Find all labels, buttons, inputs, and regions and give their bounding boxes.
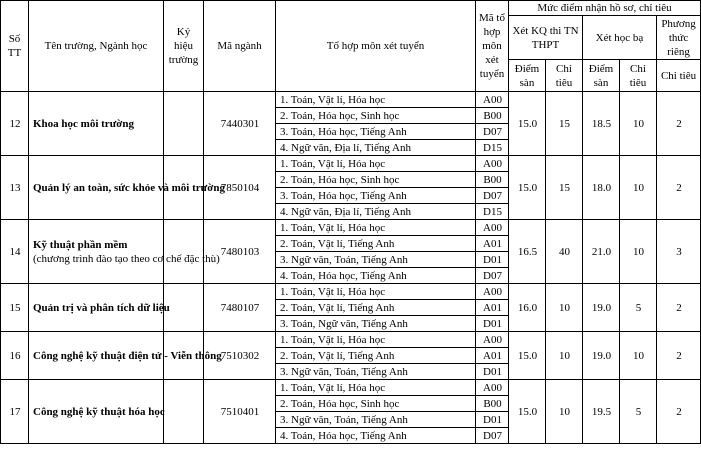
stt-cell: 15 bbox=[1, 284, 29, 332]
combo-subjects: 2. Toán, Vật lí, Tiếng Anh bbox=[276, 300, 476, 316]
transcript-floor-cell: 21.0 bbox=[583, 220, 620, 284]
separate-quota-cell: 3 bbox=[657, 220, 701, 284]
major-name: Khoa học môi trường bbox=[33, 117, 134, 130]
combo-subjects: 1. Toán, Vật lí, Hóa học bbox=[276, 284, 476, 300]
major-name-cell bbox=[29, 92, 164, 156]
combo-code: B00 bbox=[476, 108, 509, 124]
combo-subjects: 2. Toán, Hóa học, Sinh học bbox=[276, 396, 476, 412]
separate-quota-cell: 2 bbox=[657, 380, 701, 444]
major-code-cell: 7510302 bbox=[204, 332, 276, 380]
header-school-code: Ký hiệu trường bbox=[164, 1, 204, 92]
header-transcript-quota: Chỉ tiêu bbox=[620, 60, 657, 92]
combo-code: D01 bbox=[476, 364, 509, 380]
combo-code: A00 bbox=[476, 332, 509, 348]
stt-cell: 12 bbox=[1, 92, 29, 156]
combo-code: B00 bbox=[476, 396, 509, 412]
combo-code: D01 bbox=[476, 412, 509, 428]
combo-subjects: 2. Toán, Vật lí, Tiếng Anh bbox=[276, 236, 476, 252]
transcript-quota-cell: 10 bbox=[620, 332, 657, 380]
table-body bbox=[1, 92, 701, 444]
separate-quota-cell: 2 bbox=[657, 284, 701, 332]
combo-subjects: 1. Toán, Vật lí, Hóa học bbox=[276, 92, 476, 108]
exam-floor-cell: 15.0 bbox=[509, 380, 546, 444]
major-name: Công nghệ kỹ thuật điện tử - Viễn thông bbox=[33, 349, 222, 362]
school-code-cell bbox=[164, 380, 204, 444]
combo-subjects: 2. Toán, Hóa học, Sinh học bbox=[276, 172, 476, 188]
transcript-quota-cell: 5 bbox=[620, 284, 657, 332]
table-row bbox=[1, 156, 701, 172]
header-exam-result: Xét KQ thi TN THPT bbox=[509, 16, 583, 60]
major-name: Quản trị và phân tích dữ liệu bbox=[33, 301, 170, 314]
separate-quota-cell: 2 bbox=[657, 156, 701, 220]
exam-floor-cell: 15.0 bbox=[509, 92, 546, 156]
combo-code: D01 bbox=[476, 252, 509, 268]
header-separate-method: Phương thức riêng bbox=[657, 16, 701, 60]
table-row bbox=[1, 220, 701, 236]
combo-code: D07 bbox=[476, 428, 509, 444]
exam-quota-cell: 40 bbox=[546, 220, 583, 284]
combo-code: D07 bbox=[476, 268, 509, 284]
header-exam-floor: Điểm sàn bbox=[509, 60, 546, 92]
header-criteria: Mức điểm nhận hồ sơ, chỉ tiêu bbox=[509, 1, 701, 16]
stt-cell: 14 bbox=[1, 220, 29, 284]
exam-floor-cell: 16.5 bbox=[509, 220, 546, 284]
transcript-quota-cell: 10 bbox=[620, 220, 657, 284]
exam-quota-cell: 10 bbox=[546, 332, 583, 380]
header-school-major: Tên trường, Ngành học bbox=[29, 1, 164, 92]
transcript-floor-cell: 19.0 bbox=[583, 284, 620, 332]
stt-cell: 17 bbox=[1, 380, 29, 444]
major-code-cell: 7480103 bbox=[204, 220, 276, 284]
header-major-code: Mã ngành bbox=[204, 1, 276, 92]
combo-code: A00 bbox=[476, 156, 509, 172]
major-code-cell: 7850104 bbox=[204, 156, 276, 220]
combo-subjects: 1. Toán, Vật lí, Hóa học bbox=[276, 220, 476, 236]
header-combination: Tổ hợp môn xét tuyển bbox=[276, 1, 476, 92]
major-name: Quản lý an toàn, sức khỏe và môi trường bbox=[33, 181, 225, 194]
separate-quota-cell: 2 bbox=[657, 332, 701, 380]
major-note: (chương trình đào tạo theo cơ chế đặc thù) bbox=[33, 252, 220, 265]
exam-floor-cell: 15.0 bbox=[509, 156, 546, 220]
table-row bbox=[1, 92, 701, 108]
combo-subjects: 3. Ngữ văn, Toán, Tiếng Anh bbox=[276, 252, 476, 268]
transcript-quota-cell: 10 bbox=[620, 92, 657, 156]
transcript-quota-cell: 10 bbox=[620, 156, 657, 220]
combo-code: D07 bbox=[476, 188, 509, 204]
combo-subjects: 1. Toán, Vật lí, Hóa học bbox=[276, 156, 476, 172]
table-row bbox=[1, 332, 701, 348]
combo-subjects: 4. Toán, Hóa học, Tiếng Anh bbox=[276, 268, 476, 284]
exam-floor-cell: 15.0 bbox=[509, 332, 546, 380]
transcript-floor-cell: 19.0 bbox=[583, 332, 620, 380]
major-name-cell bbox=[29, 380, 164, 444]
combo-code: A01 bbox=[476, 300, 509, 316]
major-name-cell bbox=[29, 332, 222, 380]
combo-subjects: 4. Ngữ văn, Địa lí, Tiếng Anh bbox=[276, 140, 476, 156]
header-exam-quota: Chỉ tiêu bbox=[546, 60, 583, 92]
exam-quota-cell: 10 bbox=[546, 380, 583, 444]
transcript-floor-cell: 18.0 bbox=[583, 156, 620, 220]
header-transcript: Xét học bạ bbox=[583, 16, 657, 60]
exam-floor-cell: 16.0 bbox=[509, 284, 546, 332]
combo-subjects: 2. Toán, Hóa học, Sinh học bbox=[276, 108, 476, 124]
combo-code: A01 bbox=[476, 236, 509, 252]
combo-code: A01 bbox=[476, 348, 509, 364]
combo-code: A00 bbox=[476, 284, 509, 300]
transcript-floor-cell: 18.5 bbox=[583, 92, 620, 156]
header-transcript-floor: Điểm sàn bbox=[583, 60, 620, 92]
header-separate-quota: Chỉ tiêu bbox=[657, 60, 701, 92]
stt-cell: 13 bbox=[1, 156, 29, 220]
transcript-quota-cell: 5 bbox=[620, 380, 657, 444]
table-row bbox=[1, 284, 701, 300]
header-combo-code: Mã tổ hợp môn xét tuyển bbox=[476, 1, 509, 92]
combo-subjects: 1. Toán, Vật lí, Hóa học bbox=[276, 380, 476, 396]
combo-subjects: 3. Toán, Hóa học, Tiếng Anh bbox=[276, 188, 476, 204]
combo-code: B00 bbox=[476, 172, 509, 188]
major-code-cell: 7440301 bbox=[204, 92, 276, 156]
combo-code: D15 bbox=[476, 140, 509, 156]
combo-subjects: 2. Toán, Vật lí, Tiếng Anh bbox=[276, 348, 476, 364]
major-name-cell bbox=[29, 220, 220, 284]
major-name-cell bbox=[29, 156, 225, 220]
combo-code: A00 bbox=[476, 380, 509, 396]
combo-subjects: 3. Ngữ văn, Toán, Tiếng Anh bbox=[276, 412, 476, 428]
exam-quota-cell: 15 bbox=[546, 92, 583, 156]
combo-subjects: 3. Ngữ văn, Toán, Tiếng Anh bbox=[276, 364, 476, 380]
stt-cell: 16 bbox=[1, 332, 29, 380]
combo-code: D15 bbox=[476, 204, 509, 220]
exam-quota-cell: 10 bbox=[546, 284, 583, 332]
major-name-cell bbox=[29, 284, 170, 332]
major-name: Công nghệ kỹ thuật hóa học bbox=[33, 405, 165, 418]
combo-subjects: 1. Toán, Vật lí, Hóa học bbox=[276, 332, 476, 348]
major-code-cell: 7510401 bbox=[204, 380, 276, 444]
header-stt: Số TT bbox=[1, 1, 29, 92]
major-code-cell: 7480107 bbox=[204, 284, 276, 332]
combo-subjects: 4. Ngữ văn, Địa lí, Tiếng Anh bbox=[276, 204, 476, 220]
school-code-cell bbox=[164, 92, 204, 156]
table-row bbox=[1, 380, 701, 396]
transcript-floor-cell: 19.5 bbox=[583, 380, 620, 444]
combo-code: A00 bbox=[476, 220, 509, 236]
combo-subjects: 3. Toán, Hóa học, Tiếng Anh bbox=[276, 124, 476, 140]
exam-quota-cell: 15 bbox=[546, 156, 583, 220]
combo-code: A00 bbox=[476, 92, 509, 108]
combo-subjects: 4. Toán, Hóa học, Tiếng Anh bbox=[276, 428, 476, 444]
separate-quota-cell: 2 bbox=[657, 92, 701, 156]
combo-code: D01 bbox=[476, 316, 509, 332]
combo-subjects: 3. Toán, Ngữ văn, Tiếng Anh bbox=[276, 316, 476, 332]
major-name: Kỹ thuật phần mềm bbox=[33, 238, 128, 251]
school-code-cell bbox=[164, 220, 204, 284]
combo-code: D07 bbox=[476, 124, 509, 140]
